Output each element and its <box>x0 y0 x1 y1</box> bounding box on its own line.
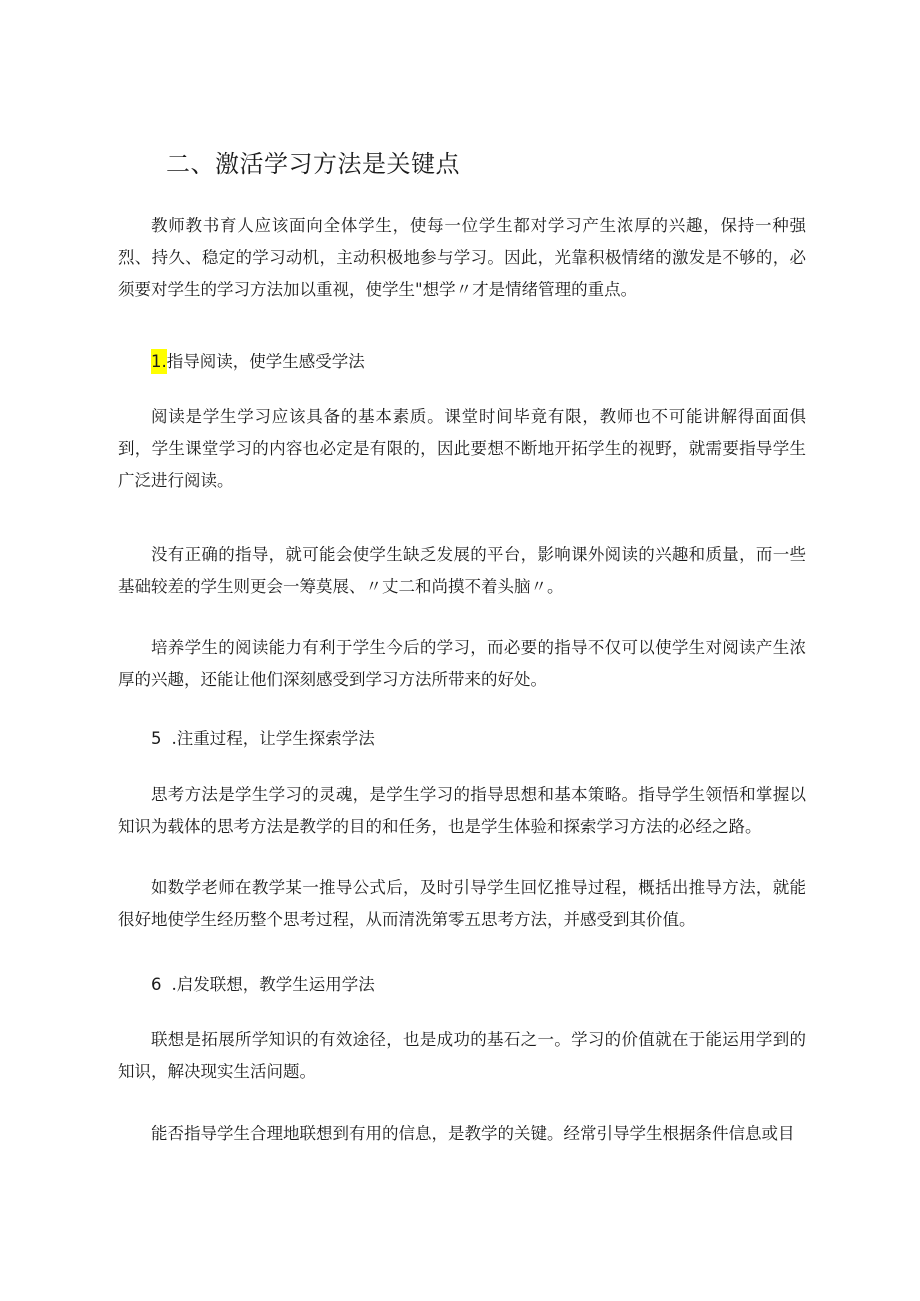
subheading-reading <box>151 346 365 378</box>
section-heading: 二、激活学习方法是关键点 <box>166 150 460 178</box>
paragraph: 能否指导学生合理地联想到有用的信息，是教学的关键。经常引导学生根据条件信息或目 <box>151 1124 795 1143</box>
subheading-process <box>151 723 375 755</box>
paragraph: 没有正确的指导，就可能会使学生缺乏发展的平台，影响课外阅读的兴趣和质量，而一些基础较差的学生则更会一筹莫展、〃丈二和尚摸不着头脑〃。 <box>118 545 806 596</box>
subheading-reading-title: 指导阅读，使学生感受学法 <box>166 352 365 371</box>
subheading-association-title: .启发联想，教学生运用学法 <box>171 975 375 994</box>
paragraph: 思考方法是学生学习的灵魂，是学生学习的指导思想和基本策略。指导学生领悟和掌握以知识为载体的思考方法是教学的目的和任务，也是学生体验和探索学习方法的必经之路。 <box>118 785 806 836</box>
paragraph: 联想是拓展所学知识的有效途径，也是成功的基石之一。学习的价值就在于能运用学到的知识，解决现实生活问题。 <box>118 1030 806 1081</box>
intro-paragraph: 教师教书育人应该面向全体学生，使每一位学生都对学习产生浓厚的兴趣，保持一种强烈、持久、稳定的学习动机，主动积极地参与学习。因此，光靠积极情绪的激发是不够的，必须要对学生的学习方法加以重视，使学生"想学〃才是情绪管理的重点。 <box>118 216 806 299</box>
paragraph: 如数学老师在教学某一推导公式后，及时引导学生回忆推导过程，概括出推导方法，就能很好地使学生经历整个思考过程，从而清洗第零五思考方法，并感受到其价值。 <box>118 878 806 929</box>
subheading-association <box>151 969 375 1001</box>
subheading-process-number: 5 <box>151 729 162 748</box>
subheading-process-title: .注重过程，让学生探索学法 <box>171 729 375 748</box>
highlighted-number: 1. <box>151 349 167 374</box>
paragraph: 培养学生的阅读能力有利于学生今后的学习，而必要的指导不仅可以使学生对阅读产生浓厚的兴趣，还能让他们深刻感受到学习方法所带来的好处。 <box>118 638 806 689</box>
subheading-association-number: 6 <box>151 975 162 994</box>
paragraph: 阅读是学生学习应该具备的基本素质。课堂时间毕竟有限，教师也不可能讲解得面面俱到，学生课堂学习的内容也必定是有限的，因此要想不断地开拓学生的视野，就需要指导学生广泛进行阅读。 <box>118 407 806 490</box>
